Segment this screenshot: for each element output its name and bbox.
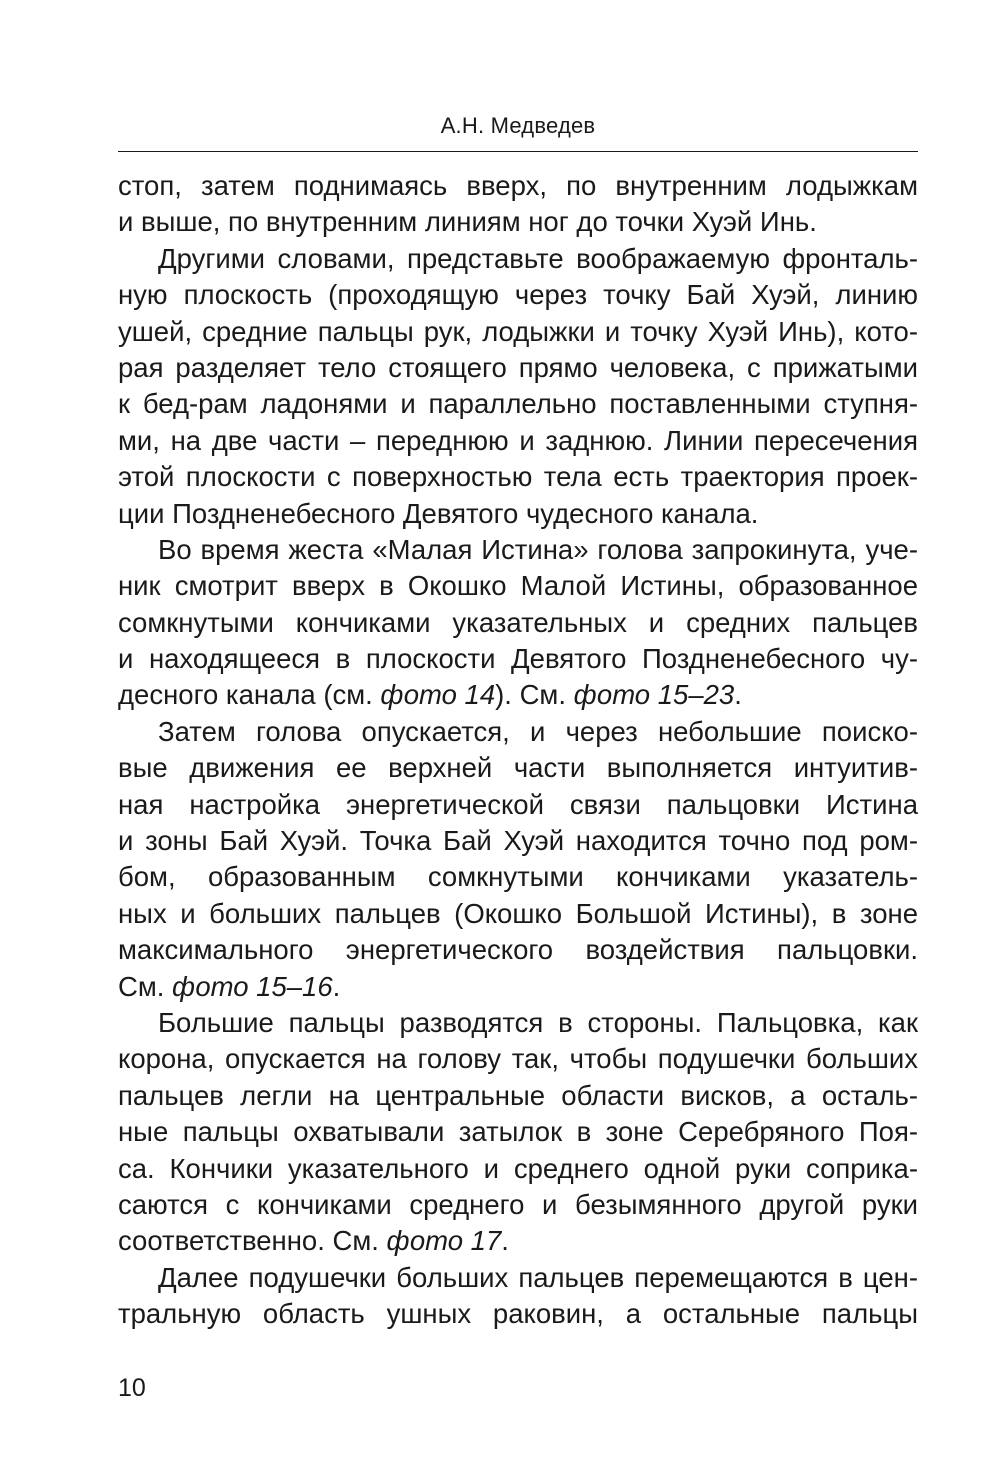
text-line: этой плоскости с поверхностью тела есть траектория проек-: [118, 461, 918, 493]
photo-reference: фото 15–16: [172, 970, 333, 1002]
text-line: Далее подушечки больших пальцев перемещаются в цен-: [158, 1261, 918, 1293]
text-line: и находящееся в плоскости Девятого Поздненебесного чу-: [118, 643, 918, 675]
text-line: [118, 677, 918, 713]
text-line: и выше, по внутренним линиям ног до точки Хуэй Инь.: [118, 206, 817, 238]
text-run: См.: [118, 970, 173, 1002]
paragraph-3: [118, 532, 918, 714]
text-line: рая разделяет тело стоящего прямо человека, с прижатыми: [118, 351, 918, 383]
paragraph-4: [118, 714, 918, 1005]
text-line: к бед-рам ладонями и параллельно поставленными ступня-: [118, 388, 918, 420]
text-line: сомкнутыми кончиками указательных и средних пальцев: [118, 606, 918, 638]
photo-reference: фото 14: [380, 679, 496, 711]
text-line: саются с кончиками среднего и безымянного другой руки: [118, 1188, 918, 1220]
text-line: и зоны Бай Хуэй. Точка Бай Хуэй находится точно под ром-: [118, 825, 918, 857]
paragraph-2: [118, 241, 918, 532]
text-run: ). См.: [495, 679, 574, 711]
text-run: .: [332, 970, 341, 1002]
text-line: стоп, затем поднимаясь вверх, по внутренним лодыжкам: [118, 170, 918, 201]
text-line: ушей, средние пальцы рук, лодыжки и точку Хуэй Инь), кото-: [118, 315, 918, 347]
running-head: А.Н. Медведев: [440, 113, 596, 138]
text-line: ных и больших пальцев (Окошко Большой Истины), в зоне: [118, 897, 918, 929]
header-rule: [118, 151, 918, 152]
text-line: пальцев легли на центральные области висков, а осталь-: [118, 1079, 918, 1111]
text-run: .: [501, 1225, 509, 1257]
text-line: ции Поздненебесного Девятого чудесного канала.: [118, 497, 759, 529]
photo-reference: фото 15–23: [573, 679, 735, 711]
paragraph-1: [118, 168, 918, 241]
text-line: Затем голова опускается, и через небольшие поиско-: [158, 715, 918, 747]
text-line: ная настройка энергетической связи пальцовки Истина: [118, 788, 918, 820]
text-line: тральную область ушных раковин, а остальные пальцы: [118, 1298, 918, 1330]
text-line: ми, на две части – переднюю и заднюю. Линии пересечения: [118, 424, 918, 456]
text-line: са. Кончики указательного и среднего одной руки соприка-: [118, 1152, 918, 1184]
photo-reference: фото 17: [386, 1225, 502, 1257]
text-line: ную плоскость (проходящую через точку Бай Хуэй, линию: [118, 279, 918, 311]
text-line: [118, 969, 918, 1005]
text-run: .: [734, 679, 742, 711]
text-run: соответственно. См.: [118, 1225, 387, 1257]
text-line: ные пальцы охватывали затылок в зоне Серебряного Поя-: [118, 1116, 918, 1148]
text-line: Другими словами, представьте воображаемую фронталь-: [158, 242, 918, 274]
text-line: ник смотрит вверх в Окошко Малой Истины, образованное: [118, 570, 918, 602]
text-line: Большие пальцы разводятся в стороны. Пальцовка, как: [158, 1006, 918, 1038]
paragraph-6: [118, 1260, 918, 1333]
body-text: [118, 168, 918, 1333]
text-line: максимального энергетического воздействия пальцовки.: [118, 934, 918, 966]
text-line: корона, опускается на голову так, чтобы подушечки больших: [118, 1043, 918, 1075]
page-number: 10: [118, 1374, 146, 1402]
paragraph-5: [118, 1005, 918, 1260]
text-run: десного канала (см.: [118, 679, 381, 711]
text-line: бом, образованным сомкнутыми кончиками указатель-: [118, 861, 918, 893]
text-line: [118, 1223, 918, 1259]
text-line: вые движения ее верхней части выполняется интуитив-: [118, 752, 918, 784]
text-line: Во время жеста «Малая Истина» голова запрокинута, уче-: [158, 533, 918, 565]
